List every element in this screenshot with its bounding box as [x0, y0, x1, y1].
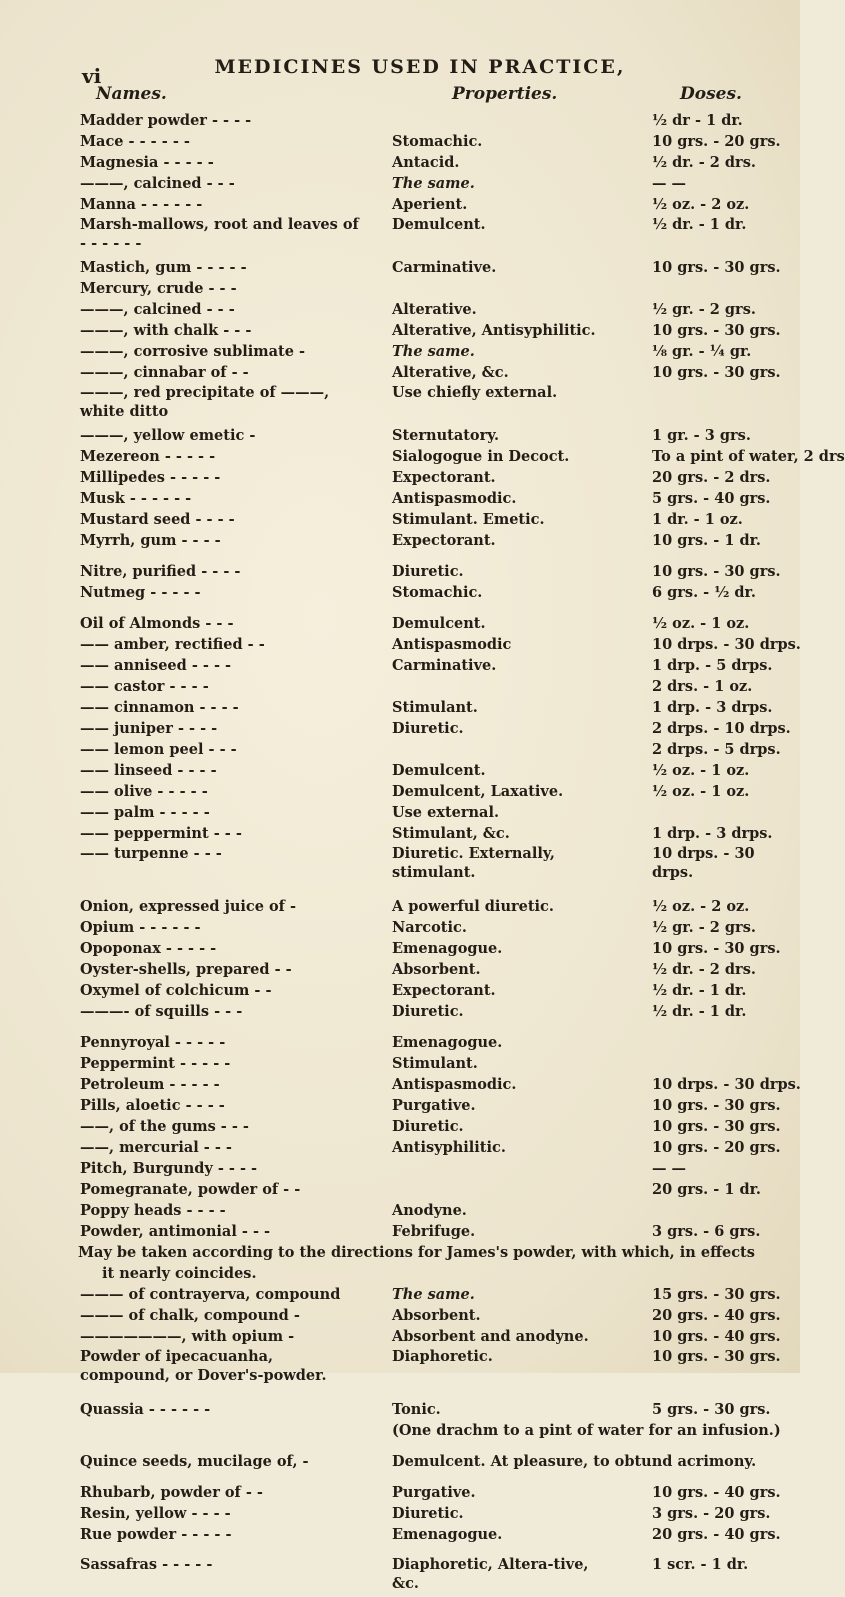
- medicine-name: Mastich, gum - - - - -: [80, 259, 247, 276]
- medicine-name: —— anniseed - - - -: [80, 657, 232, 674]
- medicine-property: Absorbent.: [392, 1307, 481, 1324]
- medicine-name: ———, calcined - - -: [80, 175, 235, 192]
- medicine-property: Diuretic.: [392, 1118, 464, 1135]
- table-row: [0, 634, 800, 655]
- table-row: [0, 446, 845, 467]
- medicine-property: Use external.: [392, 804, 500, 821]
- medicine-name: Manna - - - - - -: [80, 196, 203, 213]
- table-row: [0, 1555, 800, 1597]
- medicine-name: Musk - - - - - -: [80, 490, 192, 507]
- medicine-dose: 20 grs. - 2 drs.: [652, 469, 771, 486]
- medicine-property: Diuretic.: [392, 1003, 464, 1020]
- medicine-property: Expectorant.: [392, 532, 496, 549]
- medicine-name: —— palm - - - - -: [80, 804, 210, 821]
- table-row: [0, 1482, 800, 1503]
- medicine-dose: ½ dr. - 1 dr.: [652, 216, 747, 233]
- table-row: [0, 1524, 800, 1545]
- medicine-name: Myrrh, gum - - - -: [80, 532, 221, 549]
- medicine-property: Diaphoretic.: [392, 1348, 493, 1365]
- medicine-dose: 2 drps. - 10 drps.: [652, 720, 791, 737]
- medicine-dose: To a pint of water, 2 drs: [652, 448, 845, 465]
- medicine-property: A powerful diuretic.: [392, 898, 554, 915]
- medicine-dose: 1 drp. - 3 drps.: [652, 825, 773, 842]
- medicine-property: Stomachic.: [392, 584, 483, 601]
- table-row: [0, 1116, 800, 1137]
- medicine-property: Diuretic.: [392, 563, 464, 580]
- medicine-name: ——— of contrayerva, compound: [80, 1286, 341, 1303]
- names-header: Names.: [96, 84, 167, 104]
- table-row: [0, 582, 800, 603]
- medicine-dose: 20 grs. - 40 grs.: [652, 1307, 781, 1324]
- medicine-name: Mezereon - - - - -: [80, 448, 216, 465]
- medicine-property: Demulcent.: [392, 615, 486, 632]
- medicine-name: ———, red precipitate of ———, white ditto: [80, 384, 330, 420]
- medicine-name: Rue powder - - - - -: [80, 1526, 232, 1543]
- table-row: [0, 467, 800, 488]
- medicine-name: Peppermint - - - - -: [80, 1055, 231, 1072]
- medicine-property: The same.: [392, 1286, 475, 1303]
- medicine-name: Pomegranate, powder of - -: [80, 1181, 301, 1198]
- table-row: [0, 194, 800, 215]
- medicine-name: ———, yellow emetic -: [80, 427, 256, 444]
- table-row: [0, 425, 800, 446]
- medicine-dose: 6 grs. - ½ dr.: [652, 584, 756, 601]
- medicine-property: (One drachm to a pint of water for an infusion.): [392, 1422, 781, 1439]
- medicine-name: Madder powder - - - -: [80, 112, 252, 129]
- medicine-name: Pills, aloetic - - - -: [80, 1097, 225, 1114]
- medicine-name: ——— of chalk, compound -: [80, 1307, 300, 1324]
- medicine-property: Stimulant.: [392, 1055, 478, 1072]
- medicine-name: ———, cinnabar of - -: [80, 364, 249, 381]
- medicine-dose: ½ oz. - 2 oz.: [652, 898, 750, 915]
- table-row: [0, 1420, 800, 1441]
- medicine-dose: ½ oz. - 1 oz.: [652, 615, 750, 632]
- medicine-name: Rhubarb, powder of - -: [80, 1484, 263, 1501]
- medicine-dose: ½ gr. - 2 grs.: [652, 919, 756, 936]
- medicine-property: Sternutatory.: [392, 427, 500, 444]
- table-row: [0, 739, 800, 760]
- medicine-name: Nutmeg - - - - -: [80, 584, 201, 601]
- medicine-property: Stimulant. Emetic.: [392, 511, 545, 528]
- medicine-dose: 10 drps. - 30 drps.: [652, 1076, 801, 1093]
- medicine-property: The same.: [392, 343, 475, 360]
- table-row: [0, 676, 800, 697]
- medicine-property: Febrifuge.: [392, 1223, 476, 1240]
- medicine-property: Absorbent.: [392, 961, 481, 978]
- medicine-dose: ½ dr - 1 dr.: [652, 112, 743, 129]
- medicine-dose: 1 scr. - 1 dr.: [652, 1556, 749, 1573]
- table-row: [0, 278, 800, 299]
- table-row: [0, 257, 800, 278]
- medicine-property: Tonic.: [392, 1401, 441, 1418]
- medicine-name: Quince seeds, mucilage of, -: [80, 1453, 309, 1470]
- medicine-property: Anodyne.: [392, 1202, 467, 1219]
- medicine-name: Nitre, purified - - - -: [80, 563, 241, 580]
- table-row: [0, 1305, 800, 1326]
- table-row: [0, 896, 800, 917]
- table-row: [0, 1053, 800, 1074]
- medicine-property: Antispasmodic.: [392, 1076, 517, 1093]
- medicine-name: ———, calcined - - -: [80, 301, 235, 318]
- medicine-name: —— turpenne - - -: [80, 845, 222, 862]
- medicine-name: Mace - - - - - -: [80, 133, 190, 150]
- medicine-property: Expectorant.: [392, 982, 496, 999]
- table-row: [0, 802, 800, 823]
- medicine-name: Pitch, Burgundy - - - -: [80, 1160, 258, 1177]
- medicine-dose: 10 grs. - 20 grs.: [652, 133, 781, 150]
- medicine-property: Purgative.: [392, 1097, 476, 1114]
- medicine-name: Quassia - - - - - -: [80, 1401, 211, 1418]
- medicine-dose: 1 dr. - 1 oz.: [652, 511, 743, 528]
- medicine-property: Demulcent, Laxative.: [392, 783, 564, 800]
- medicine-dose: — —: [652, 175, 687, 192]
- medicine-dose: 3 grs. - 6 grs.: [652, 1223, 761, 1240]
- medicine-dose: 10 grs. - 30 grs.: [652, 1097, 781, 1114]
- medicine-dose: 10 grs. - 40 grs.: [652, 1328, 781, 1345]
- medicine-name: —— linseed - - - -: [80, 762, 217, 779]
- medicine-property: Diuretic. Externally, stimulant.: [392, 845, 555, 881]
- medicine-property: Antispasmodic.: [392, 490, 517, 507]
- medicine-property: Alterative, &c.: [392, 364, 509, 381]
- table-row: [0, 1074, 800, 1095]
- medicine-property: Use chiefly external.: [392, 384, 558, 401]
- table-row: [0, 488, 800, 509]
- medicine-dose: ½ dr. - 2 drs.: [652, 154, 756, 171]
- medicine-name: Powder, antimonial - - -: [80, 1223, 271, 1240]
- medicine-dose: 1 drp. - 5 drps.: [652, 657, 773, 674]
- medicine-name: ——, of the gums - - -: [80, 1118, 249, 1135]
- medicine-table: [0, 110, 845, 1597]
- table-row: [0, 1284, 800, 1305]
- medicine-name: Oxymel of colchicum - -: [80, 982, 272, 999]
- medicine-property: Antisyphilitic.: [392, 1139, 506, 1156]
- table-row: [0, 173, 800, 194]
- medicine-name: —— lemon peel - - -: [80, 741, 237, 758]
- medicine-name: Poppy heads - - - -: [80, 1202, 226, 1219]
- medicine-dose: 10 grs. - 40 grs.: [652, 1484, 781, 1501]
- medicine-name: Oyster-shells, prepared - -: [80, 961, 292, 978]
- table-row: [0, 1503, 800, 1524]
- medicine-name: —— peppermint - - -: [80, 825, 242, 842]
- medicine-property: Carminative.: [392, 657, 497, 674]
- medicine-dose: ⅛ gr. - ¼ gr.: [652, 343, 752, 360]
- medicine-dose: 2 drs. - 1 oz.: [652, 678, 753, 695]
- table-row: [0, 1200, 800, 1221]
- table-row: [0, 561, 800, 582]
- medicine-name: Petroleum - - - - -: [80, 1076, 220, 1093]
- medicine-property: Narcotic.: [392, 919, 467, 936]
- medicine-property: Demulcent.: [392, 216, 486, 233]
- table-row: [0, 509, 800, 530]
- medicine-name: Opoponax - - - - -: [80, 940, 217, 957]
- medicine-property: Carminative.: [392, 259, 497, 276]
- medicine-name: —— olive - - - - -: [80, 783, 208, 800]
- table-row: [0, 383, 800, 425]
- medicine-dose: 1 gr. - 3 grs.: [652, 427, 751, 444]
- table-row: [0, 341, 800, 362]
- medicine-name: —— cinnamon - - - -: [80, 699, 239, 716]
- medicine-property: Diaphoretic, Altera-tive, &c.: [392, 1556, 589, 1592]
- medicine-name: ———- of squills - - -: [80, 1003, 243, 1020]
- medicine-name: —— juniper - - - -: [80, 720, 218, 737]
- medicine-dose: 10 grs. - 30 grs.: [652, 364, 781, 381]
- table-row: [0, 131, 800, 152]
- running-head: MEDICINES USED IN PRACTICE,: [214, 56, 626, 78]
- table-row: [0, 1399, 800, 1420]
- medicine-dose: 10 drps. - 30 drps.: [652, 636, 801, 653]
- table-row: [0, 718, 800, 739]
- table-row: [0, 959, 800, 980]
- table-row: [0, 299, 800, 320]
- medicine-property: Emenagogue.: [392, 940, 503, 957]
- medicine-property: Emenagogue.: [392, 1526, 503, 1543]
- medicine-property: Diuretic.: [392, 720, 464, 737]
- medicine-property: Alterative, Antisyphilitic.: [392, 322, 596, 339]
- medicine-dose: ½ gr. - 2 grs.: [652, 301, 756, 318]
- medicine-dose: 20 grs. - 1 dr.: [652, 1181, 761, 1198]
- table-row: [0, 917, 800, 938]
- table-row: [0, 1326, 800, 1347]
- medicine-property: Absorbent and anodyne.: [392, 1328, 589, 1345]
- table-row: [0, 110, 800, 131]
- medicine-dose: 10 grs. - 30 grs.: [652, 563, 781, 580]
- medicine-name: Mustard seed - - - -: [80, 511, 235, 528]
- medicine-name: Onion, expressed juice of -: [80, 898, 296, 915]
- medicine-name: Mercury, crude - - -: [80, 280, 237, 297]
- medicine-property: Alterative.: [392, 301, 477, 318]
- column-headers: [0, 84, 800, 110]
- table-row: [0, 1158, 800, 1179]
- table-row: [0, 1032, 800, 1053]
- medicine-property: Purgative.: [392, 1484, 476, 1501]
- table-row: [0, 823, 800, 844]
- medicine-dose: 10 grs. - 30 grs.: [652, 322, 781, 339]
- table-row: [0, 613, 800, 634]
- medicine-dose: ½ oz. - 1 oz.: [652, 783, 750, 800]
- medicine-dose: 10 drps. - 30 drps.: [652, 845, 755, 881]
- medicine-name: Magnesia - - - - -: [80, 154, 214, 171]
- medicine-name: Powder of ipecacuanha, compound, or Dover's-powder.: [80, 1348, 327, 1384]
- medicine-name: Oil of Almonds - - -: [80, 615, 234, 632]
- table-row: [0, 362, 800, 383]
- table-row: [0, 1001, 800, 1022]
- table-row: [0, 320, 800, 341]
- table-row: [0, 1451, 800, 1472]
- medicine-dose: 1 drp. - 3 drps.: [652, 699, 773, 716]
- medicine-name: ———, corrosive sublimate -: [80, 343, 306, 360]
- medicine-property: Stimulant.: [392, 699, 478, 716]
- medicine-name: ——, mercurial - - -: [80, 1139, 232, 1156]
- medicine-name: ———————, with opium -: [80, 1328, 295, 1345]
- medicine-property: Antispasmodic: [392, 636, 512, 653]
- properties-header: Properties.: [452, 84, 558, 104]
- note-text: it nearly coincides.: [102, 1265, 257, 1282]
- table-row: [0, 1095, 800, 1116]
- medicine-dose: ½ dr. - 1 dr.: [652, 1003, 747, 1020]
- medicine-property: Expectorant.: [392, 469, 496, 486]
- medicine-name: Marsh-mallows, root and leaves of - - - - - -: [80, 216, 359, 252]
- medicine-dose: 2 drps. - 5 drps.: [652, 741, 781, 758]
- medicine-dose: 10 grs. - 1 dr.: [652, 532, 761, 549]
- medicine-property: Diuretic.: [392, 1505, 464, 1522]
- medicine-property: Emenagogue.: [392, 1034, 503, 1051]
- medicine-dose: 10 grs. - 20 grs.: [652, 1139, 781, 1156]
- table-row: [0, 1221, 800, 1242]
- medicine-dose: 10 grs. - 30 grs.: [652, 1118, 781, 1135]
- doses-header: Doses.: [680, 84, 742, 104]
- table-row: [0, 655, 800, 676]
- table-row: [0, 697, 800, 718]
- medicine-name: Pennyroyal - - - - -: [80, 1034, 226, 1051]
- table-row: [0, 530, 800, 551]
- medicine-dose: ½ dr. - 1 dr.: [652, 982, 747, 999]
- medicine-dose: 10 grs. - 30 grs.: [652, 259, 781, 276]
- medicine-dose: ½ dr. - 2 drs.: [652, 961, 756, 978]
- medicine-dose: — —: [652, 1160, 687, 1177]
- table-row: [0, 980, 800, 1001]
- table-row: [0, 844, 800, 886]
- medicine-name: Millipedes - - - - -: [80, 469, 221, 486]
- table-row: [0, 152, 800, 173]
- medicine-property: Antacid.: [392, 154, 460, 171]
- table-row: [0, 1179, 800, 1200]
- medicine-dose: 5 grs. - 30 grs.: [652, 1401, 771, 1418]
- medicine-name: —— castor - - - -: [80, 678, 209, 695]
- medicine-dose: 5 grs. - 40 grs.: [652, 490, 771, 507]
- note-row: [0, 1242, 800, 1263]
- table-row: [0, 760, 800, 781]
- table-row: [0, 938, 800, 959]
- medicine-name: —— amber, rectified - -: [80, 636, 265, 653]
- table-row: [0, 1137, 800, 1158]
- table-row: [0, 215, 800, 257]
- medicine-name: Opium - - - - - -: [80, 919, 201, 936]
- note-text: May be taken according to the directions for James's powder, with which, in effects: [78, 1244, 755, 1261]
- medicine-property: Stomachic.: [392, 133, 483, 150]
- medicine-dose: 20 grs. - 40 grs.: [652, 1526, 781, 1543]
- page-number: vi: [82, 64, 102, 88]
- medicine-property: Demulcent. At pleasure, to obtund acrimony.: [392, 1453, 757, 1470]
- medicine-property: Demulcent.: [392, 762, 486, 779]
- medicine-dose: ½ oz. - 2 oz.: [652, 196, 750, 213]
- note-row: [0, 1263, 800, 1284]
- medicine-name: Resin, yellow - - - -: [80, 1505, 231, 1522]
- medicine-dose: 10 grs. - 30 grs.: [652, 1348, 781, 1365]
- medicine-dose: ½ oz. - 1 oz.: [652, 762, 750, 779]
- medicine-dose: 10 grs. - 30 grs.: [652, 940, 781, 957]
- medicine-property: Sialogogue in Decoct.: [392, 448, 570, 465]
- medicine-dose: 3 grs. - 20 grs.: [652, 1505, 771, 1522]
- medicine-property: Stimulant, &c.: [392, 825, 510, 842]
- medicine-name: ———, with chalk - - -: [80, 322, 252, 339]
- medicine-dose: 15 grs. - 30 grs.: [652, 1286, 781, 1303]
- medicine-name: Sassafras - - - - -: [80, 1556, 213, 1573]
- table-row: [0, 1347, 800, 1389]
- medicine-property: Aperient.: [392, 196, 468, 213]
- table-row: [0, 781, 800, 802]
- medicine-property: The same.: [392, 175, 475, 192]
